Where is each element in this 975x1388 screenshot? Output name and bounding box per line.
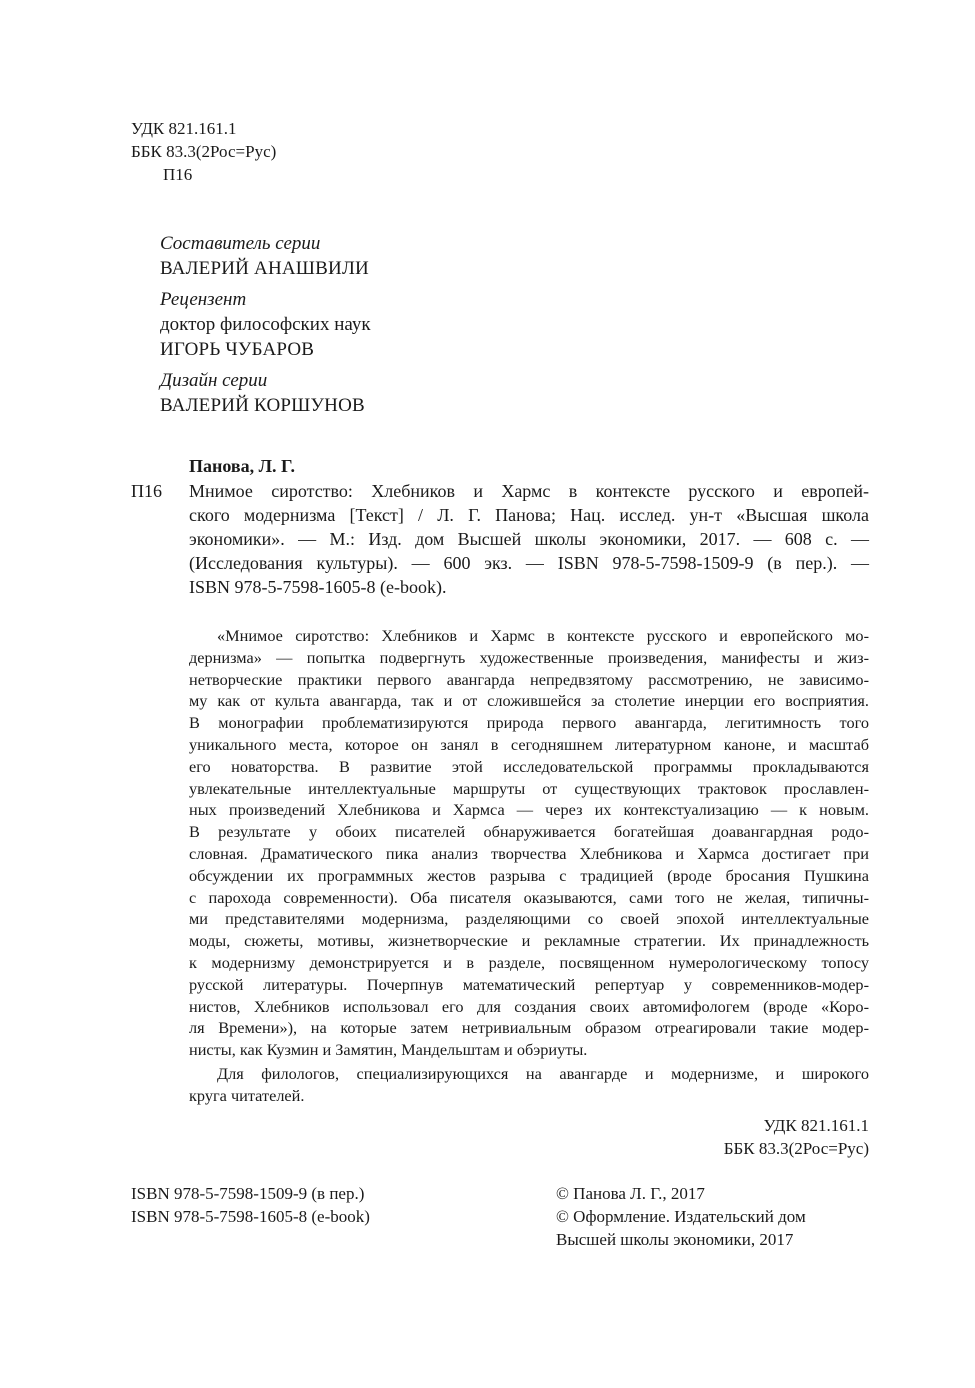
top-classification	[131, 117, 276, 186]
annotation-line: му как от культа авангарда, так и от сложившейся за столетие инерции его восприятия.	[189, 691, 869, 711]
reviewer-role: Рецензент	[160, 289, 247, 310]
annotation-line: ля Времени»), на которые затем нетривиальным образом отреагировали такие модер-	[189, 1018, 869, 1038]
designer-name: ВАЛЕРИЙ КОРШУНОВ	[160, 395, 365, 416]
annotation-line: к модернизму демонстрируется и в разделе, посвященном нумерологическому топосу	[189, 952, 869, 972]
copyright-design: © Оформление. Издательский дом	[556, 1207, 806, 1226]
biblio-line: ISBN 978-5-7598-1605-8 (e-book).	[189, 577, 447, 597]
isbn-print: ISBN 978-5-7598-1509-9 (в пер.)	[131, 1184, 365, 1203]
annotation-line: уникального места, которое он занял в сегодняшнем литературном каноне, и масштаб	[189, 734, 869, 754]
reviewer-title: доктор философских наук	[160, 314, 371, 335]
designer-credit	[160, 368, 365, 418]
annotation-line: обсуждении их программных жестов разрыва с традицией (вроде бросания Пушкина	[189, 865, 869, 885]
annotation-line: В результате у обоих писателей обнаруживается богатейшая доавангардная родо-	[189, 822, 869, 842]
bbk-code: ББК 83.3(2Рос=Рус)	[131, 142, 277, 161]
isbn-block	[131, 1182, 370, 1228]
record-cutter: П16	[131, 481, 162, 501]
annotation-line: нистов, Хлебников использовал его для создания своих автомифологем (вроде «Коро-	[189, 996, 869, 1016]
copyright-publisher: Высшей школы экономики, 2017	[556, 1230, 794, 1249]
annotation-line: ных произведений Хлебникова и Хармса — через их контекстуализацию — к новым.	[189, 800, 869, 820]
bottom-classification	[724, 1114, 869, 1160]
annotation-line: словная. Драматического пика анализ творчества Хлебникова и Хармса достигает при	[189, 843, 869, 863]
udk-code: УДК 821.161.1	[763, 1116, 869, 1135]
audience-line: Для филологов, специализирующихся на авангарде и модернизме, и широкого	[217, 1063, 869, 1083]
biblio-line: экономики». — М.: Изд. дом Высшей школы экономики, 2017. — 608 с. —	[189, 529, 869, 549]
annotation-line: дернизма» — попытка подвергнуть художественные произведения, манифесты и жиз-	[189, 647, 869, 667]
copyright-block	[556, 1182, 806, 1251]
biblio-line: (Исследования культуры). — 600 экз. — ISBN 978-5-7598-1509-9 (в пер.). —	[189, 553, 869, 573]
series-editor-name: ВАЛЕРИЙ АНАШВИЛИ	[160, 258, 369, 279]
annotation-line: нетворческие практики первого авангарда непредвзятому рассмотрению, не зависимо-	[189, 669, 869, 689]
bibliographic-description	[189, 479, 869, 599]
annotation-line: с парохода современности). Оба писателя оказываются, сами того не желая, типичны-	[189, 887, 869, 907]
series-editor-role: Составитель серии	[160, 233, 321, 254]
udk-code: УДК 821.161.1	[131, 119, 237, 138]
reviewer-credit	[160, 287, 371, 362]
annotation-line: моды, сюжеты, мотивы, жизнетворческие и рекламные стратегии. Их принадлежность	[189, 931, 869, 951]
record-author: Панова, Л. Г.	[189, 456, 295, 476]
designer-role: Дизайн серии	[160, 370, 268, 391]
annotation-line: нисты, как Кузмин и Замятин, Мандельштам и обэриуты.	[189, 1040, 588, 1060]
series-editor-credit	[160, 231, 369, 281]
bbk-code: ББК 83.3(2Рос=Рус)	[723, 1139, 869, 1158]
annotation-line: увлекательные интеллектуальные маршруты от существующих трактовок прославлен-	[189, 778, 869, 798]
annotation-line: русской литературы. Почерпнув математический репертуар у современников-модер-	[189, 974, 869, 994]
biblio-line: ского модернизма [Текст] / Л. Г. Панова; Нац. исслед. ун-т «Высшая школа	[189, 505, 869, 525]
biblio-line: Мнимое сиротство: Хлебников и Хармс в контексте русского и европей-	[189, 481, 869, 501]
annotation	[189, 625, 869, 1107]
copyright-author: © Панова Л. Г., 2017	[556, 1184, 705, 1203]
isbn-ebook: ISBN 978-5-7598-1605-8 (e-book)	[131, 1207, 370, 1226]
audience-line: круга читателей.	[189, 1085, 305, 1105]
annotation-line: В монографии проблематизируются природа первого авангарда, легитимность того	[189, 713, 869, 733]
reviewer-name: ИГОРЬ ЧУБАРОВ	[160, 339, 315, 360]
annotation-line: его новаторства. В развитие этой исследовательской программы прокладываются	[189, 756, 869, 776]
cutter-code: П16	[163, 165, 193, 184]
annotation-line: ми представителями модернизма, разделяющими со своей эпохой интеллектуальные	[189, 909, 869, 929]
annotation-line: «Мнимое сиротство: Хлебников и Хармс в контексте русского и европейского мо-	[217, 626, 869, 645]
